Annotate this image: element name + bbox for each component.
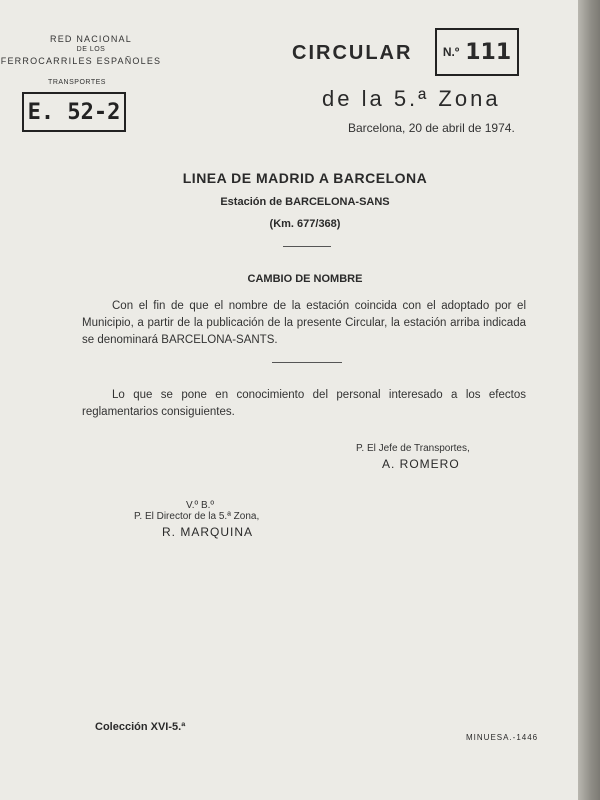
org-line-1: RED NACIONAL xyxy=(50,34,132,44)
body-paragraph-2: Lo que se pone en conocimiento del personal interesado a los efectos reglamentarios consiguientes. xyxy=(82,389,526,418)
issue-date: Barcelona, 20 de abril de 1974. xyxy=(348,121,515,135)
km-reference: (Km. 677/368) xyxy=(269,218,341,230)
department-label: TRANSPORTES xyxy=(48,79,106,86)
circular-number: 111 xyxy=(465,39,512,65)
divider xyxy=(283,246,331,247)
signatory-name-right: A. ROMERO xyxy=(382,457,460,471)
binding-edge xyxy=(578,0,600,800)
zone-label: de la 5.ª Zona xyxy=(322,86,501,111)
printer-mark: MINUESA.-1446 xyxy=(466,733,539,742)
circular-number-box xyxy=(435,28,519,76)
section-heading: CAMBIO DE NOMBRE xyxy=(247,273,363,285)
signatory-name-left: R. MARQUINA xyxy=(162,525,254,539)
number-prefix: N.º xyxy=(442,45,460,59)
signatory-title-right: P. El Jefe de Transportes, xyxy=(356,443,470,454)
line-title: LINEA DE MADRID A BARCELONA xyxy=(182,170,428,186)
signatory-title-left: P. El Director de la 5.ª Zona, xyxy=(134,511,260,522)
visto-bueno: V.º B.º xyxy=(186,500,215,511)
station-name: Estación de BARCELONA-SANS xyxy=(220,196,390,208)
circular-title: CIRCULAR xyxy=(292,42,413,64)
document-code-box: E. 52-2 xyxy=(22,92,126,132)
body-paragraph-1: Con el fin de que el nombre de la estación coincida con el adoptado por el Municipio, a partir de la publicación de la presente Circular, la estación arriba indicada se denominará BARCELONA-SANTS. xyxy=(82,300,526,346)
collection-label: Colección XVI-5.ª xyxy=(95,721,186,733)
org-line-2: DE LOS xyxy=(76,46,106,53)
divider xyxy=(272,362,342,363)
org-line-3: FERROCARRILES ESPAÑOLES xyxy=(0,56,162,66)
